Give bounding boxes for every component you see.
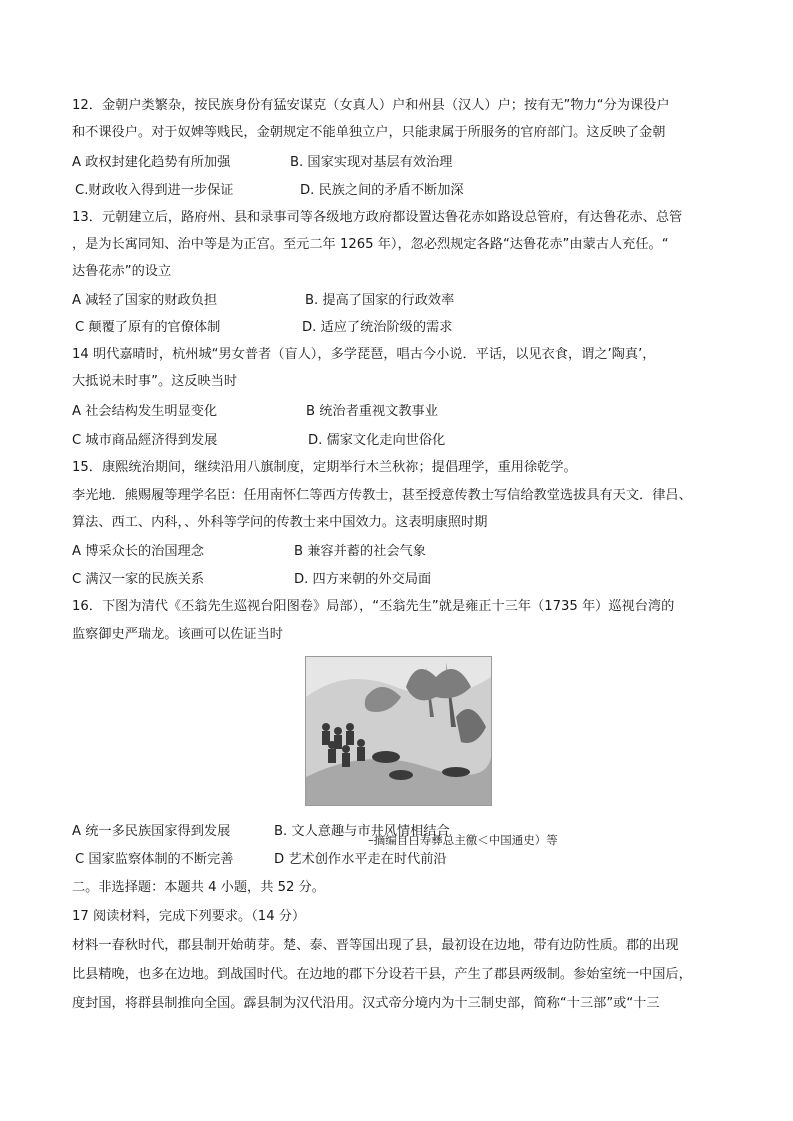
q15-option-b: B 兼容并蓄的社会气象 xyxy=(294,544,426,559)
q13-stem-line-3: 达鲁花赤”的设立 xyxy=(72,264,172,279)
q12-option-d: D. 民族之间的矛盾不断加深 xyxy=(300,183,464,198)
q17-material-line-3: 度封国，将群县制推向全国。霹县制为汉代沿用。汉式帝分境内为十三制史部，简称“十三部”或“十三 xyxy=(72,996,660,1011)
q14-option-d: D. 儒家文化走向世俗化 xyxy=(308,433,446,448)
q15-stem-line-2: 李光地．熊赐履等理学名臣：任用南怀仁等西方传教士，甚至授意传教士写信给教堂选拔具有天文．律吕、 xyxy=(72,488,692,503)
q15-option-c: C 满汉一家的民族关系 xyxy=(72,572,205,587)
q14-stem-line-1: 14 明代嘉晴时，杭州城“男女普者（盲人），多学琵琶，唱古今小说．平话，以见衣食，谓之’陶真’， xyxy=(72,347,656,362)
q13-option-a: A 减轻了国家的财政负担 xyxy=(72,293,218,308)
q14-stem-line-2: 大抵说未时事”。这反映当时 xyxy=(72,374,238,389)
q16-option-b: B. 文人意趣与市井风情相结合 xyxy=(274,824,450,839)
image-caption: –摘编自白寿彝总主徼＜中国通史）等 xyxy=(368,833,558,847)
q16-option-a: A 统一多民族国家得到发展 xyxy=(72,824,231,839)
q14-option-a: A 社会结构发生明显变化 xyxy=(72,404,218,419)
q15-stem-line-1: 15．康熙统治期间，继续沿用八旗制度，定期举行木兰秋祢；提倡理学，重用徐乾学。 xyxy=(72,460,577,475)
q12-option-a: A 政权封建化趋势有所加强 xyxy=(72,155,231,170)
q12-option-c: C.财政收入得到进一步保证 xyxy=(75,183,234,198)
painting-image xyxy=(305,656,492,806)
q15-stem-line-3: 算法、西工、内科，、外科等学问的传教士来中国效力。这表明康照时期 xyxy=(72,515,488,530)
q13-option-b: B. 提高了国家的行政效率 xyxy=(305,293,455,308)
q17-stem-line-1: 17 阅读材料，完成下列要求。（14 分） xyxy=(72,909,306,924)
q17-material-line-2: 比县精晚，也多在边地。到战国时代。在边地的郡下分设若干县，产生了郡县两级制。参始室统一中国后， xyxy=(72,967,692,982)
q13-option-c: C 颠覆了原有的官僚体制 xyxy=(75,320,221,335)
q14-option-c: C 城市商品經济得到发展 xyxy=(72,433,218,448)
q15-option-a: A 博采众长的治国理念 xyxy=(72,544,204,559)
q16-option-c: C 国家监察体制的不断完善 xyxy=(75,852,234,867)
q16-option-d: D 艺术创作水平走在时代前沿 xyxy=(274,852,447,867)
q12-stem-line-1: 12．金朝户类繁杂，按民族身份有猛安谋克（女真人）户和州县（汉人）户；按有无”物力“分为课役户 xyxy=(72,98,670,113)
section-heading: 二。非选择题：本题共 4 小题，共 52 分。 xyxy=(72,880,325,895)
q16-stem-line-1: 16．下图为清代《丕翁先生巡视台阳图卷》局部），“丕翁先生”就是雍正十三年（1735 年）巡视台湾的 xyxy=(72,599,675,614)
q13-stem-line-1: 13．元朝建立后，路府州、县和录事司等各级地方政府都设置达鲁花赤如路设总管府，有达鲁花赤、总管 xyxy=(72,210,683,225)
q15-option-d: D. 四方来朝的外交局面 xyxy=(294,572,432,587)
painting-illustration xyxy=(306,657,491,805)
q12-option-b: B. 国家实现对基层有效治理 xyxy=(290,155,453,170)
q12-stem-line-2: 和不课役户。对于奴婢等贱民，金朝规定不能单独立户，只能隶属于所服务的官府部门。这反映了金朝 xyxy=(72,125,666,140)
q16-stem-line-2: 监察御史严瑞龙。该画可以佐证当时 xyxy=(72,627,283,642)
q13-option-d: D. 适应了统治阶级的需求 xyxy=(302,320,453,335)
q14-option-b: B 统治者重视文教事业 xyxy=(306,404,438,419)
q17-material-line-1: 材料一春秋时代，郡县制开始萌芽。楚、泰、晋等国出现了县，最初设在边地，带有边防性质。郡的出现 xyxy=(72,938,679,953)
q13-stem-line-2: ，是为长寓同知、治中等是为正宫。至元二年 1265 年），忽必烈规定各路“达鲁花赤”由蒙古人充任。“ xyxy=(72,237,669,252)
